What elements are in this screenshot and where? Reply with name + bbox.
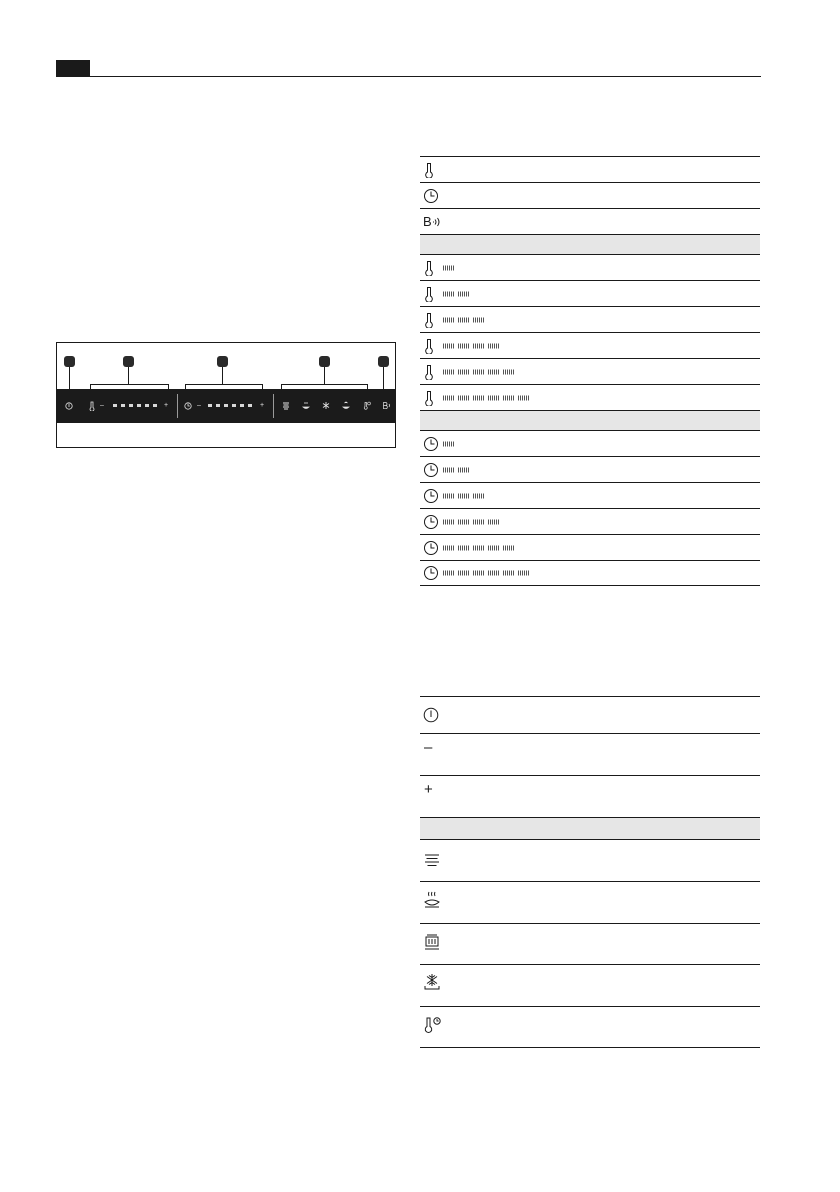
- level-indicator: [443, 545, 515, 550]
- bluetooth-label: B: [423, 213, 432, 229]
- thermometer-icon: [423, 390, 435, 406]
- controls-table: [420, 696, 760, 1048]
- clock-icon: [423, 436, 439, 452]
- level-indicator: [443, 369, 515, 374]
- callout-leader: [128, 367, 129, 384]
- bluetooth-icon[interactable]: [382, 401, 391, 410]
- table-row: [420, 430, 760, 456]
- thermometer-timer-icon[interactable]: [363, 401, 371, 410]
- level-indicator: [443, 467, 470, 472]
- section-header: [420, 817, 760, 839]
- table-row: [420, 332, 760, 358]
- thermometer-icon: [423, 260, 435, 276]
- callout-marker: [319, 356, 330, 367]
- table-row: [420, 775, 760, 817]
- level-indicator: [443, 291, 470, 296]
- clock-icon: [423, 462, 439, 478]
- header-rule: [56, 76, 761, 77]
- table-row: [420, 208, 760, 234]
- power-icon[interactable]: [65, 402, 73, 410]
- table-row: [420, 254, 760, 280]
- divider: [273, 394, 274, 418]
- table-row: [420, 508, 760, 534]
- warming-drawer-icon: [424, 933, 440, 951]
- clock-icon: [184, 402, 192, 410]
- level-indicator: [443, 441, 455, 446]
- level-indicator: [443, 343, 500, 348]
- clock-icon: [423, 540, 439, 556]
- plus-button[interactable]: +: [164, 402, 169, 409]
- minus-button[interactable]: –: [100, 402, 104, 409]
- table-row: [420, 534, 760, 560]
- table-row: [420, 280, 760, 306]
- defrost-snowflake-icon: [424, 973, 440, 991]
- table-row: [420, 839, 760, 881]
- level-indicator: [443, 493, 485, 498]
- keep-warm-icon[interactable]: [342, 401, 350, 410]
- callout-leader: [324, 367, 325, 384]
- minus-button[interactable]: –: [197, 402, 201, 409]
- thermometer-timer-icon: [424, 1016, 442, 1034]
- thermometer-icon: [423, 286, 435, 302]
- clock-icon: [423, 188, 439, 204]
- table-row: [420, 182, 760, 208]
- plus-icon: +: [424, 781, 433, 798]
- clock-icon: [423, 514, 439, 530]
- section-header: [420, 410, 760, 430]
- defrost-icon[interactable]: [302, 401, 310, 410]
- callout-marker: [123, 356, 134, 367]
- level-indicator: [443, 395, 530, 400]
- level-indicator: [443, 571, 530, 576]
- callout-marker: [217, 356, 228, 367]
- thermometer-icon: [89, 401, 95, 411]
- power-icon: [423, 707, 439, 723]
- clock-icon: [423, 565, 439, 581]
- table-row: [420, 306, 760, 332]
- callout-leader: [383, 367, 384, 389]
- table-row: [420, 358, 760, 384]
- table-row: [420, 923, 760, 964]
- table-row: [420, 696, 760, 733]
- table-row: [420, 456, 760, 482]
- section-header: [420, 234, 760, 254]
- table-row: [420, 482, 760, 508]
- table-row: [420, 1006, 760, 1048]
- plate-warming-icon: [424, 852, 440, 868]
- level-indicator: [443, 265, 455, 270]
- table-row: [420, 881, 760, 923]
- plate-warming-icon[interactable]: [282, 401, 290, 410]
- bluetooth-b-icon: [423, 215, 441, 229]
- control-panel-bar: [57, 389, 395, 423]
- callout-marker: [64, 356, 75, 367]
- thermometer-icon: [423, 364, 435, 380]
- minus-icon: –: [424, 739, 433, 756]
- keep-warm-dish-icon: [424, 891, 440, 909]
- level-indicator: [443, 317, 485, 322]
- callout-leader: [222, 367, 223, 384]
- callout-leader: [69, 367, 70, 389]
- clock-icon: [423, 488, 439, 504]
- divider: [177, 394, 178, 418]
- callout-marker: [378, 356, 389, 367]
- table-row: [420, 560, 760, 586]
- snowflake-icon[interactable]: [322, 401, 330, 410]
- plus-button[interactable]: +: [260, 402, 265, 409]
- header-page-tab: [56, 60, 90, 76]
- thermometer-icon: [423, 338, 435, 354]
- table-row: [420, 156, 760, 182]
- thermometer-icon: [423, 162, 435, 178]
- thermometer-icon: [423, 312, 435, 328]
- level-indicator: [443, 519, 500, 524]
- indicator-table: [420, 156, 760, 586]
- table-row: [420, 733, 760, 775]
- table-row: [420, 964, 760, 1006]
- table-row: [420, 384, 760, 410]
